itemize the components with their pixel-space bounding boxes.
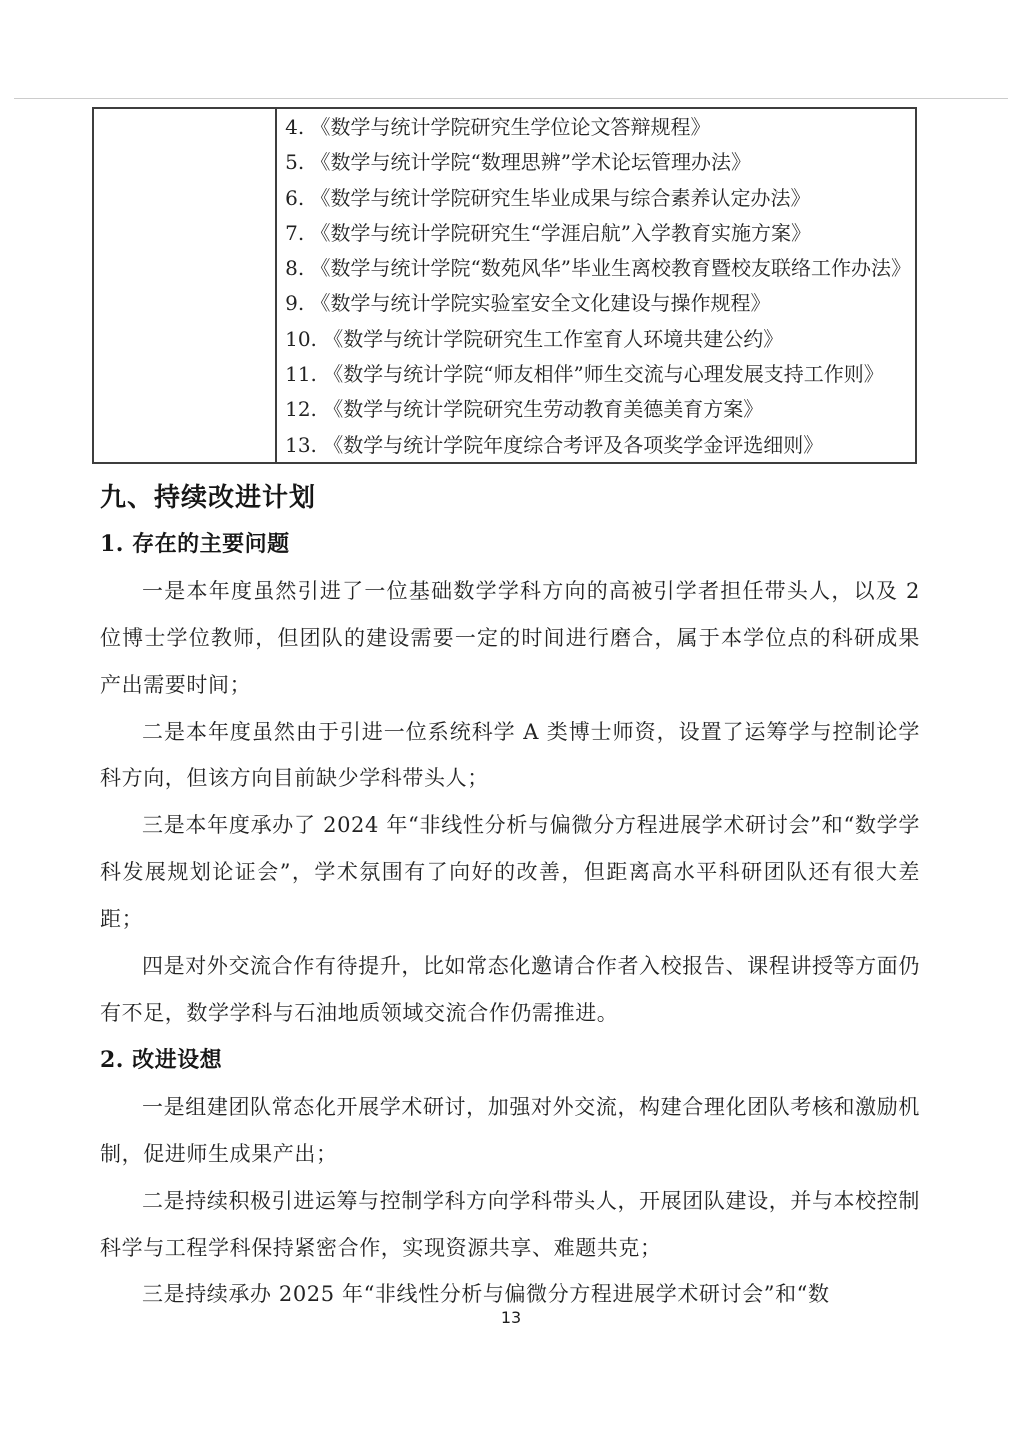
table-top-faint-rule	[14, 98, 1008, 99]
page-number: 13	[500, 1308, 522, 1327]
policy-list-item: 6. 《数学与统计学院研究生毕业成果与综合素养认定办法》	[285, 185, 811, 210]
subsection-ideas-heading: 2. 改进设想	[100, 1046, 223, 1073]
policy-table	[92, 107, 917, 464]
problems-paragraph: 四是对外交流合作有待提升，比如常态化邀请合作者入校报告、课程讲授等方面仍有不足，数学学科与石油地质领域交流合作仍需推进。	[100, 954, 920, 1025]
section-heading: 九、持续改进计划	[100, 482, 317, 512]
policy-list-item: 13. 《数学与统计学院年度综合考评及各项奖学金评选细则》	[285, 432, 824, 457]
problems-paragraph: 三是本年度承办了 2024 年“非线性分析与偏微分方程进展学术研讨会”和“数学学科发展规划论证会”，学术氛围有了向好的改善，但距离高水平科研团队还有很大差距；	[100, 813, 920, 932]
policy-list-item: 8. 《数学与统计学院“数苑风华”毕业生离校教育暨校友联络工作办法》	[285, 256, 911, 281]
ideas-paragraph: 二是持续积极引进运筹与控制学科方向学科带头人，开展团队建设，并与本校控制科学与工程学科保持紧密合作，实现资源共享、难题共克；	[100, 1188, 920, 1260]
policy-list-item: 5. 《数学与统计学院“数理思辨”学术论坛管理办法》	[285, 150, 751, 175]
table-cell-empty	[94, 109, 277, 462]
table-cell-policy-list	[277, 109, 915, 462]
problems-paragraph: 一是本年度虽然引进了一位基础数学学科方向的高被引学者担任带头人，以及 2 位博士学位教师，但团队的建设需要一定的时间进行磨合，属于本学位点的科研成果产出需要时间；	[100, 578, 920, 697]
policy-list-item: 11. 《数学与统计学院“师友相伴”师生交流与心理发展支持工作则》	[285, 362, 884, 387]
ideas-paragraph: 三是持续承办 2025 年“非线性分析与偏微分方程进展学术研讨会”和“数	[142, 1282, 830, 1307]
problems-paragraph: 二是本年度虽然由于引进一位系统科学 A 类博士师资，设置了运筹学与控制论学科方向，但该方向目前缺少学科带头人；	[100, 719, 920, 791]
ideas-paragraph: 一是组建团队常态化开展学术研讨，加强对外交流，构建合理化团队考核和激励机制，促进师生成果产出；	[100, 1094, 920, 1166]
policy-list-item: 9. 《数学与统计学院实验室安全文化建设与操作规程》	[285, 291, 771, 316]
policy-list-item: 7. 《数学与统计学院研究生“学涯启航”入学教育实施方案》	[285, 220, 811, 245]
policy-list-item: 12. 《数学与统计学院研究生劳动教育美德美育方案》	[285, 397, 764, 422]
section-continuous-improvement	[100, 474, 920, 1318]
policy-list-item: 4. 《数学与统计学院研究生学位论文答辩规程》	[285, 115, 711, 139]
policy-list-item: 10. 《数学与统计学院研究生工作室育人环境共建公约》	[285, 326, 784, 351]
subsection-problems-heading: 1. 存在的主要问题	[100, 530, 290, 557]
